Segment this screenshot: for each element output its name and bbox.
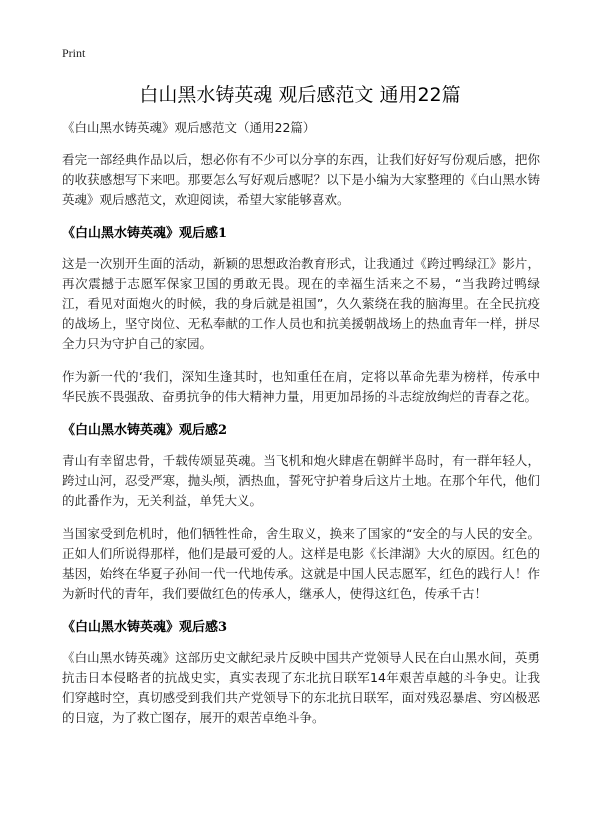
section-heading: 《白山黑水铸英魂》观后感2 bbox=[62, 423, 228, 438]
section-heading: 《白山黑水铸英魂》观后感1 bbox=[62, 226, 228, 241]
section-3 bbox=[62, 618, 540, 728]
section-paragraph: 这是一次别开生面的活动，新颖的思想政治教育形式，让我通过《跨过鸭绿江》影片，再次震撼于志愿军保家卫国的勇敢无畏。现在的幸福生活来之不易，“当我跨过鸭绿江，看见对面炮火的时候，我的身后就是祖国”，久久萦绕在我的脑海里。在全民抗疫的战场上，坚守岗位、无私奉献的工作人员也和抗美援朝战场上的热血青年一样，拼尽全力只为守护自己的家园。 bbox=[62, 256, 540, 351]
section-paragraph: 当国家受到危机时，他们牺牲性命，舍生取义，换来了国家的“安全的与人民的安全。正如人们所说得那样，他们是最可爱的人。这样是电影《长津湖》大火的原因。红色的基因，始终在华夏子孙间一代一代地传承。这就是中国人民志愿军，红色的践行人！作为新时代的青年，我们要做红色的传承人，继承人，使得这红色，传承千古！ bbox=[62, 526, 540, 601]
print-link[interactable]: Print bbox=[62, 46, 86, 60]
intro-paragraph: 看完一部经典作品以后，想必你有不少可以分享的东西，让我们好好写份观后感，把你的收获感想写下来吧。那要怎么写好观后感呢？以下是小编为大家整理的《白山黑水铸英魂》观后感范文，欢迎阅读，希望大家能够喜欢。 bbox=[62, 152, 540, 207]
page-title: 白山黑水铸英魂 观后感范文 通用22篇 bbox=[139, 84, 461, 106]
section-2 bbox=[62, 421, 540, 604]
section-heading: 《白山黑水铸英魂》观后感3 bbox=[62, 620, 228, 635]
section-paragraph: 《白山黑水铸英魂》这部历史文献纪录片反映中国共产党领导人民在白山黑水间，英勇抗击日本侵略者的抗战史实，真实表现了东北抗日联军14年艰苦卓越的斗争史。让我们穿越时空，真切感受到我们共产党领导下的东北抗日联军，面对残忍暴虐、穷凶极恶的日寇，为了救亡图存，展开的艰苦卓绝斗争。 bbox=[62, 650, 540, 725]
section-paragraph: 作为新一代的‘我们，深知生逢其时，也知重任在肩，定将以革命先辈为榜样，传承中华民族不畏强敌、奋勇抗争的伟大精神力量，用更加昂扬的斗志绽放绚烂的青春之花。 bbox=[62, 369, 540, 404]
article-body bbox=[62, 118, 540, 741]
article-subtitle: 《白山黑水铸英魂》观后感范文（通用22篇） bbox=[62, 120, 316, 135]
section-1 bbox=[62, 224, 540, 407]
section-paragraph: 青山有幸留忠骨，千载传颂显英魂。当飞机和炮火肆虐在朝鲜半岛时，有一群年轻人，跨过山河，忍受严寒，抛头颅，洒热血，誓死守护着身后这片土地。在那个年代，他们的此番作为，无关利益，单凭大义。 bbox=[62, 453, 540, 508]
